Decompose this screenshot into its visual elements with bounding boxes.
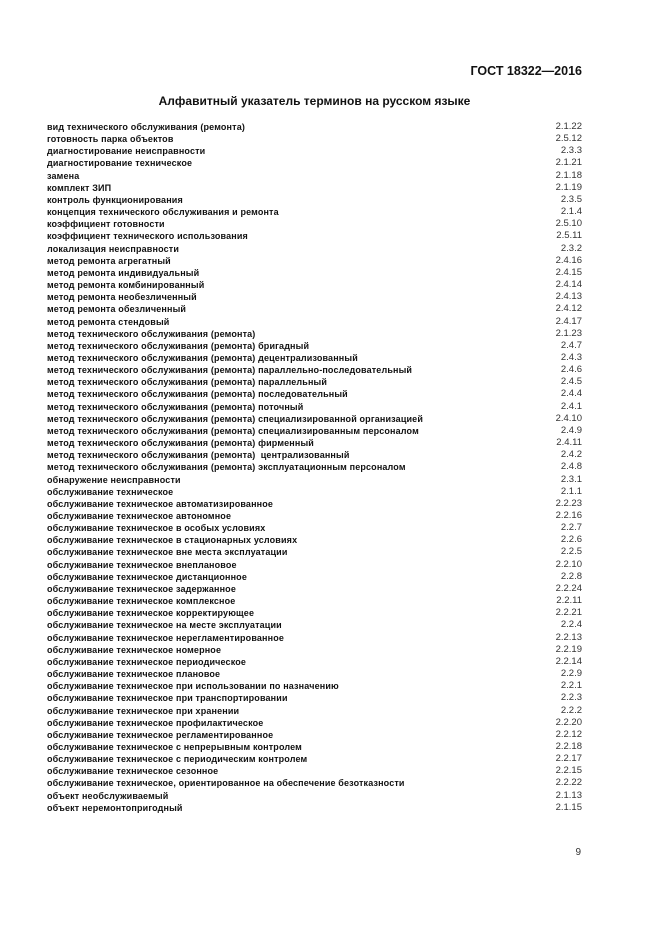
index-entry	[47, 705, 582, 717]
entry-term: метод технического обслуживания (ремонта) фирменный	[47, 438, 314, 449]
entry-reference: 2.4.7	[560, 339, 582, 351]
entry-reference: 2.4.10	[555, 412, 582, 424]
entry-term: обслуживание техническое в стационарных условиях	[47, 535, 298, 546]
entry-term: обслуживание техническое с периодическим контролем	[47, 754, 308, 765]
entry-term: метод технического обслуживания (ремонта) параллельно-последовательный	[47, 365, 413, 376]
entry-reference: 2.4.9	[560, 424, 582, 436]
index-entry	[47, 425, 582, 437]
entry-reference: 2.2.7	[560, 522, 582, 534]
index-entry	[47, 170, 582, 182]
index-entry	[47, 474, 582, 486]
entry-term: обслуживание техническое автоматизированное	[47, 498, 274, 509]
page-title-wrap	[0, 94, 661, 108]
entry-term: обслуживание техническое сезонное	[47, 766, 219, 777]
index-entry	[47, 243, 582, 255]
index-entry	[47, 157, 582, 169]
entry-reference: 2.2.14	[555, 655, 582, 667]
entry-term: метод технического обслуживания (ремонта) децентрализованный	[47, 352, 358, 363]
index-entry	[47, 753, 582, 765]
entry-reference: 2.4.3	[560, 351, 582, 363]
entry-term: объект неремонтопригодный	[47, 802, 183, 813]
entry-term: обслуживание техническое при использовании по назначению	[47, 681, 339, 692]
entry-reference: 2.2.6	[560, 534, 582, 546]
index-entry	[47, 279, 582, 291]
entry-reference: 2.4.5	[560, 376, 582, 388]
entry-reference: 2.3.5	[560, 193, 582, 205]
entry-term: метод ремонта стендовый	[47, 316, 170, 327]
entry-reference: 2.4.13	[555, 291, 582, 303]
index-entry	[47, 510, 582, 522]
index-entry	[47, 607, 582, 619]
entry-reference: 2.4.17	[555, 315, 582, 327]
entry-reference: 2.2.16	[555, 510, 582, 521]
index-entry	[47, 717, 582, 729]
index-entry	[47, 632, 582, 644]
index-entry	[47, 376, 582, 388]
entry-reference: 2.2.22	[555, 777, 582, 789]
index-entry	[47, 741, 582, 753]
entry-term: метод технического обслуживания (ремонта) поточный	[47, 401, 304, 412]
entry-term: обслуживание техническое внеплановое	[47, 559, 237, 570]
entry-term: обслуживание техническое на месте эксплуатации	[47, 620, 282, 631]
index-entry	[47, 790, 582, 802]
entry-reference: 2.4.2	[560, 449, 582, 461]
index-entry	[47, 546, 582, 558]
index-entry	[47, 486, 582, 498]
entry-term: обслуживание техническое вне места эксплуатации	[47, 547, 288, 558]
entry-reference: 2.1.18	[555, 169, 582, 181]
entry-term: обслуживание техническое задержанное	[47, 583, 236, 594]
entry-reference: 2.2.9	[560, 668, 582, 680]
entry-reference: 2.1.4	[560, 206, 582, 218]
entry-reference: 2.4.14	[555, 279, 582, 291]
entry-term: обслуживание техническое периодическое	[47, 656, 247, 667]
entry-term: обслуживание техническое с непрерывным контролем	[47, 741, 302, 752]
entry-reference: 2.2.13	[555, 631, 582, 643]
entry-term: обслуживание техническое при транспортировании	[47, 693, 288, 704]
entry-reference: 2.2.5	[560, 546, 582, 558]
entry-term: объект необслуживаемый	[47, 790, 169, 801]
entry-term: коэффициент готовности	[47, 219, 165, 230]
entry-term: метод ремонта агрегатный	[47, 255, 171, 266]
entry-reference: 2.2.2	[560, 704, 582, 716]
index-entry	[47, 267, 582, 279]
index-entry	[47, 595, 582, 607]
entry-reference: 2.4.6	[560, 364, 582, 376]
entry-reference: 2.2.3	[560, 692, 582, 704]
index-entry	[47, 559, 582, 571]
entry-term: обслуживание техническое комплексное	[47, 596, 236, 607]
entry-reference: 2.2.11	[556, 595, 582, 607]
entry-reference: 2.1.13	[555, 789, 582, 801]
index-entry	[47, 121, 582, 133]
index-entry	[47, 802, 582, 814]
entry-term: вид технического обслуживания (ремонта)	[47, 122, 246, 132]
entry-reference: 2.2.17	[555, 753, 582, 765]
entry-reference: 2.1.23	[555, 327, 582, 339]
entry-term: метод ремонта индивидуальный	[47, 267, 200, 278]
index-entry	[47, 316, 582, 328]
page-number: 9	[575, 847, 581, 858]
entry-term: замена	[47, 170, 80, 181]
index-entry	[47, 777, 582, 789]
index-entry	[47, 644, 582, 656]
index-entry	[47, 340, 582, 352]
entry-reference: 2.2.21	[555, 607, 582, 619]
index-entry	[47, 328, 582, 340]
index-entry	[47, 522, 582, 534]
entry-reference: 2.1.1	[560, 485, 582, 497]
index-entry	[47, 498, 582, 510]
entry-reference: 2.4.12	[555, 303, 582, 315]
entry-term: метод ремонта комбинированный	[47, 280, 205, 291]
index-entry	[47, 583, 582, 595]
document-number: ГОСТ 18322—2016	[470, 64, 582, 78]
index-entry	[47, 388, 582, 400]
entry-term: локализация неисправности	[47, 243, 179, 254]
entry-term: метод технического обслуживания (ремонта) последовательный	[47, 389, 348, 400]
entry-term: концепция технического обслуживания и ремонта	[47, 207, 279, 218]
index-entry	[47, 230, 582, 242]
entry-term: обслуживание техническое регламентированное	[47, 729, 274, 740]
index-entry	[47, 401, 582, 413]
index-entry	[47, 571, 582, 583]
index-entry	[47, 364, 582, 376]
entry-reference: 2.3.1	[560, 473, 582, 485]
index-entry	[47, 218, 582, 230]
entry-reference: 2.2.18	[555, 740, 582, 752]
entry-reference: 2.4.15	[555, 266, 582, 278]
entry-term: метод технического обслуживания (ремонта) специализированным персоналом	[47, 425, 419, 436]
index-entry	[47, 461, 582, 473]
index-entry	[47, 692, 582, 704]
entry-term: обслуживание техническое, ориентированное на обеспечение безотказности	[47, 778, 405, 789]
index-entry	[47, 449, 582, 461]
index-entry	[47, 619, 582, 631]
entry-reference: 2.5.12	[555, 133, 582, 145]
entry-term: обнаружение неисправности	[47, 474, 181, 485]
entry-term: обслуживание техническое корректирующее	[47, 608, 255, 619]
entry-reference: 2.4.16	[555, 254, 582, 266]
entry-reference: 2.3.2	[560, 242, 582, 254]
entry-term: диагностирование техническое	[47, 158, 193, 169]
page-title: Алфавитный указатель терминов на русском языке	[158, 94, 471, 108]
entry-reference: 2.1.15	[555, 801, 582, 813]
entry-term: готовность парка объектов	[47, 134, 174, 145]
index-entry	[47, 656, 582, 668]
entry-reference: 2.2.23	[555, 497, 582, 509]
entry-term: метод ремонта обезличенный	[47, 304, 187, 315]
entry-reference: 2.2.15	[555, 765, 582, 777]
entry-term: обслуживание техническое нерегламентированное	[47, 632, 285, 643]
index-entry	[47, 352, 582, 364]
entry-term: метод технического обслуживания (ремонта) централизованный	[47, 450, 350, 461]
entry-term: обслуживание техническое профилактическое	[47, 717, 264, 728]
index-entry	[47, 291, 582, 303]
index-entry	[47, 668, 582, 680]
entry-term: коэффициент технического использования	[47, 231, 248, 242]
entry-reference: 2.2.10	[555, 558, 582, 570]
entry-term: обслуживание техническое автономное	[47, 511, 232, 521]
entry-reference: 2.5.11	[556, 230, 582, 242]
entry-term: метод технического обслуживания (ремонта) эксплуатационным персоналом	[47, 462, 406, 473]
entry-reference: 2.5.10	[555, 218, 582, 230]
index-entry	[47, 413, 582, 425]
entry-term: обслуживание техническое	[47, 486, 174, 497]
entry-reference: 2.2.4	[560, 619, 582, 631]
index-entry	[47, 729, 582, 741]
entry-reference: 2.2.1	[560, 680, 582, 692]
index-entry	[47, 765, 582, 777]
entry-reference: 2.1.22	[555, 121, 582, 132]
entry-reference: 2.2.19	[555, 643, 582, 655]
entry-reference: 2.2.20	[555, 716, 582, 728]
entry-term: метод технического обслуживания (ремонта)	[47, 328, 256, 339]
entry-reference: 2.4.8	[560, 461, 582, 473]
entry-reference: 2.3.3	[560, 145, 582, 157]
index-entry	[47, 145, 582, 157]
entry-term: метод ремонта необезличенный	[47, 292, 197, 303]
entry-term: обслуживание техническое при хранении	[47, 705, 240, 716]
index-entry	[47, 182, 582, 194]
index-entry	[47, 133, 582, 145]
entry-term: обслуживание техническое плановое	[47, 669, 221, 680]
entry-term: обслуживание техническое номерное	[47, 644, 222, 655]
entry-term: комплект ЗИП	[47, 182, 112, 193]
index-entry	[47, 534, 582, 546]
entry-term: метод технического обслуживания (ремонта) параллельный	[47, 377, 328, 388]
entry-term: обслуживание техническое дистанционное	[47, 571, 247, 582]
entry-reference: 2.4.1	[560, 400, 582, 412]
entry-term: контроль функционирования	[47, 194, 183, 205]
entry-term: обслуживание техническое в особых условиях	[47, 523, 266, 534]
index-entry	[47, 206, 582, 218]
entry-reference: 2.2.8	[560, 570, 582, 582]
entry-reference: 2.1.19	[555, 181, 582, 193]
entry-reference: 2.4.4	[560, 388, 582, 400]
index-entry	[47, 194, 582, 206]
entry-term: метод технического обслуживания (ремонта) бригадный	[47, 340, 310, 351]
entry-reference: 2.1.21	[555, 157, 582, 169]
entry-term: метод технического обслуживания (ремонта) специализированной организацией	[47, 413, 424, 424]
term-index-list	[47, 121, 582, 814]
entry-reference: 2.4.11	[556, 437, 582, 449]
index-entry	[47, 303, 582, 315]
entry-reference: 2.2.12	[555, 728, 582, 740]
entry-reference: 2.2.24	[555, 582, 582, 594]
index-entry	[47, 437, 582, 449]
index-entry	[47, 680, 582, 692]
entry-term: диагностирование неисправности	[47, 146, 206, 157]
index-entry	[47, 255, 582, 267]
